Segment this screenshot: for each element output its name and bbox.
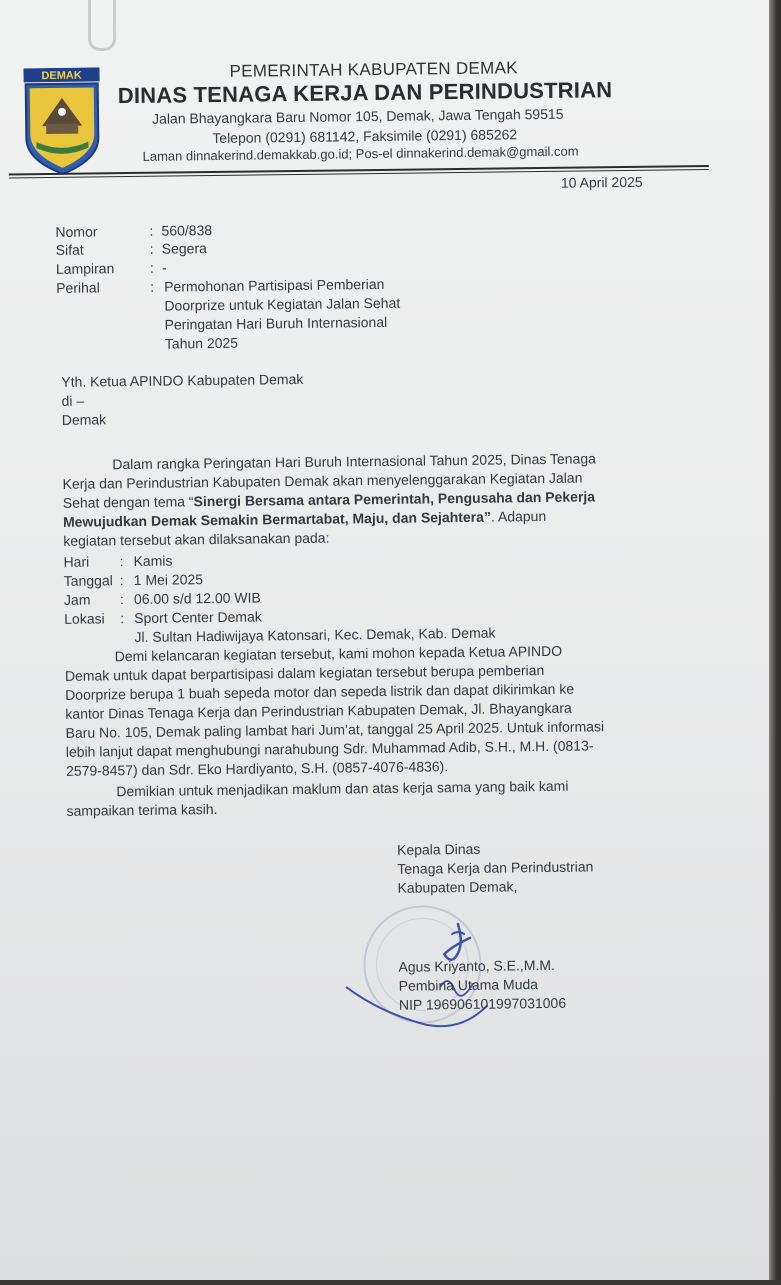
paragraph-line: sampaikan terima kasih. (66, 801, 218, 819)
demak-regency-logo (21, 67, 102, 176)
signer-name: Agus Kriyanto, S.E.,M.M. (398, 956, 555, 975)
colon: : (149, 240, 154, 257)
lampiran-label: Lampiran (55, 260, 115, 277)
signer-title: Tenaga Kerja dan Perindustrian (397, 858, 594, 877)
colon: : (149, 259, 154, 276)
paragraph-line: Demak untuk dapat berpartisipasi dalam kegiatan tersebut berupa pemberian (64, 661, 545, 684)
perihal-line: Tahun 2025 (164, 334, 239, 352)
colon: : (119, 553, 124, 570)
theme-bold-2: Mewujudkan Demak Semakin Bermartabat, Maju, dan Sejahtera” (62, 508, 492, 530)
paragraph-line: Demi kelancaran kegiatan tersebut, kami mohon kepada Ketua APINDO (114, 642, 563, 665)
lokasi-label: Lokasi (64, 610, 105, 627)
perihal-line: Permohonan Partisipasi Pemberian (164, 275, 385, 295)
paragraph-line: Demikian untuk menjadikan maklum dan atas kerja sama yang baik kami (116, 777, 569, 800)
paragraph-line: kegiatan tersebut akan dilaksanakan pada: (63, 529, 330, 549)
tanggal-label: Tanggal (63, 572, 113, 589)
department-name: DINAS TENAGA KERJA DAN PERINDUSTRIAN (117, 77, 613, 109)
paragraph-line (63, 508, 546, 530)
office-address: Jalan Bhayangkara Baru Nomor 105, Demak, Jawa Tengah 59515 (152, 105, 564, 127)
lampiran-value: - (161, 259, 167, 276)
paragraph-line: lebih lanjut dapat menghubungi narahubung Sdr. Muhammad Adib, S.H., M.H. (0813- (65, 737, 594, 760)
theme-bold-1: Sinergi Bersama antara Pemerintah, Pengusaha dan Pekerja (193, 488, 596, 510)
paragraph-line: Baru No. 105, Demak paling lambat hari Jum’at, tanggal 25 April 2025. Untuk informasi (65, 718, 605, 741)
perihal-line: Peringatan Hari Buruh Internasional (164, 313, 388, 333)
signer-title: Kabupaten Demak, (397, 878, 518, 896)
sifat-value: Segera (161, 240, 207, 257)
lokasi-address: Jl. Sultan Hadiwijaya Katonsari, Kec. Demak, Kab. Demak (134, 624, 496, 646)
theme-intro: Sehat dengan tema “ (62, 493, 194, 511)
paragraph-line: Doorprize berupa 1 buah sepeda motor dan sepeda listrik dan dapat dikirimkan ke (65, 680, 575, 703)
svg-text:DEMAK: DEMAK (41, 69, 82, 83)
office-web-email: Laman dinnakerind.demakkab.go.id; Pos-el dinnakerind.demak@gmail.com (142, 143, 579, 164)
paragraph-line: Kerja dan Perindustrian Kabupaten Demak akan menyelenggarakan Kegiatan Jalan (62, 469, 583, 492)
nomor-label: Nomor (55, 223, 98, 240)
signer-rank: Pembina Utama Muda (398, 976, 539, 994)
paragraph-line: Dalam rangka Peringatan Hari Buruh Internasional Tahun 2025, Dinas Tenaga (112, 450, 596, 473)
colon: : (120, 610, 125, 627)
sifat-label: Sifat (55, 241, 84, 258)
lokasi-value: Sport Center Demak (134, 608, 262, 627)
jam-value: 06.00 s/d 12.00 WIB (133, 589, 261, 608)
colon: : (119, 591, 124, 608)
colon: : (119, 572, 124, 589)
nomor-value: 560/838 (161, 222, 213, 239)
colon: : (150, 278, 155, 295)
recipient-line: Yth. Ketua APINDO Kabupaten Demak (61, 370, 304, 390)
recipient-line: di – (61, 392, 85, 409)
signer-title: Kepala Dinas (396, 840, 481, 858)
colon: : (149, 222, 154, 239)
jam-label: Jam (63, 591, 91, 608)
background-desk (769, 0, 781, 1280)
theme-tail: . Adapun (490, 507, 547, 525)
hari-value: Kamis (133, 552, 173, 570)
paragraph-line: kantor Dinas Tenaga Kerja dan Perindustrian Kabupaten Demak, Jl. Bhayangkara (65, 699, 572, 722)
letter-date: 10 April 2025 (560, 173, 643, 191)
office-phone: Telepon (0291) 681142, Faksimile (0291) 685262 (212, 126, 518, 147)
recipient-line: Demak (61, 411, 107, 428)
hari-label: Hari (63, 553, 90, 570)
signer-nip: NIP 196906101997031006 (398, 994, 567, 1013)
perihal-label: Perihal (56, 279, 100, 296)
paragraph-line: 2579-8457) dan Sdr. Eko Hardiyanto, S.H. (0857-4076-4836). (65, 758, 449, 779)
perihal-line: Doorprize untuk Kegiatan Jalan Sehat (164, 294, 401, 314)
government-name: PEMERINTAH KABUPATEN DEMAK (229, 58, 518, 81)
tanggal-value: 1 Mei 2025 (133, 571, 204, 589)
